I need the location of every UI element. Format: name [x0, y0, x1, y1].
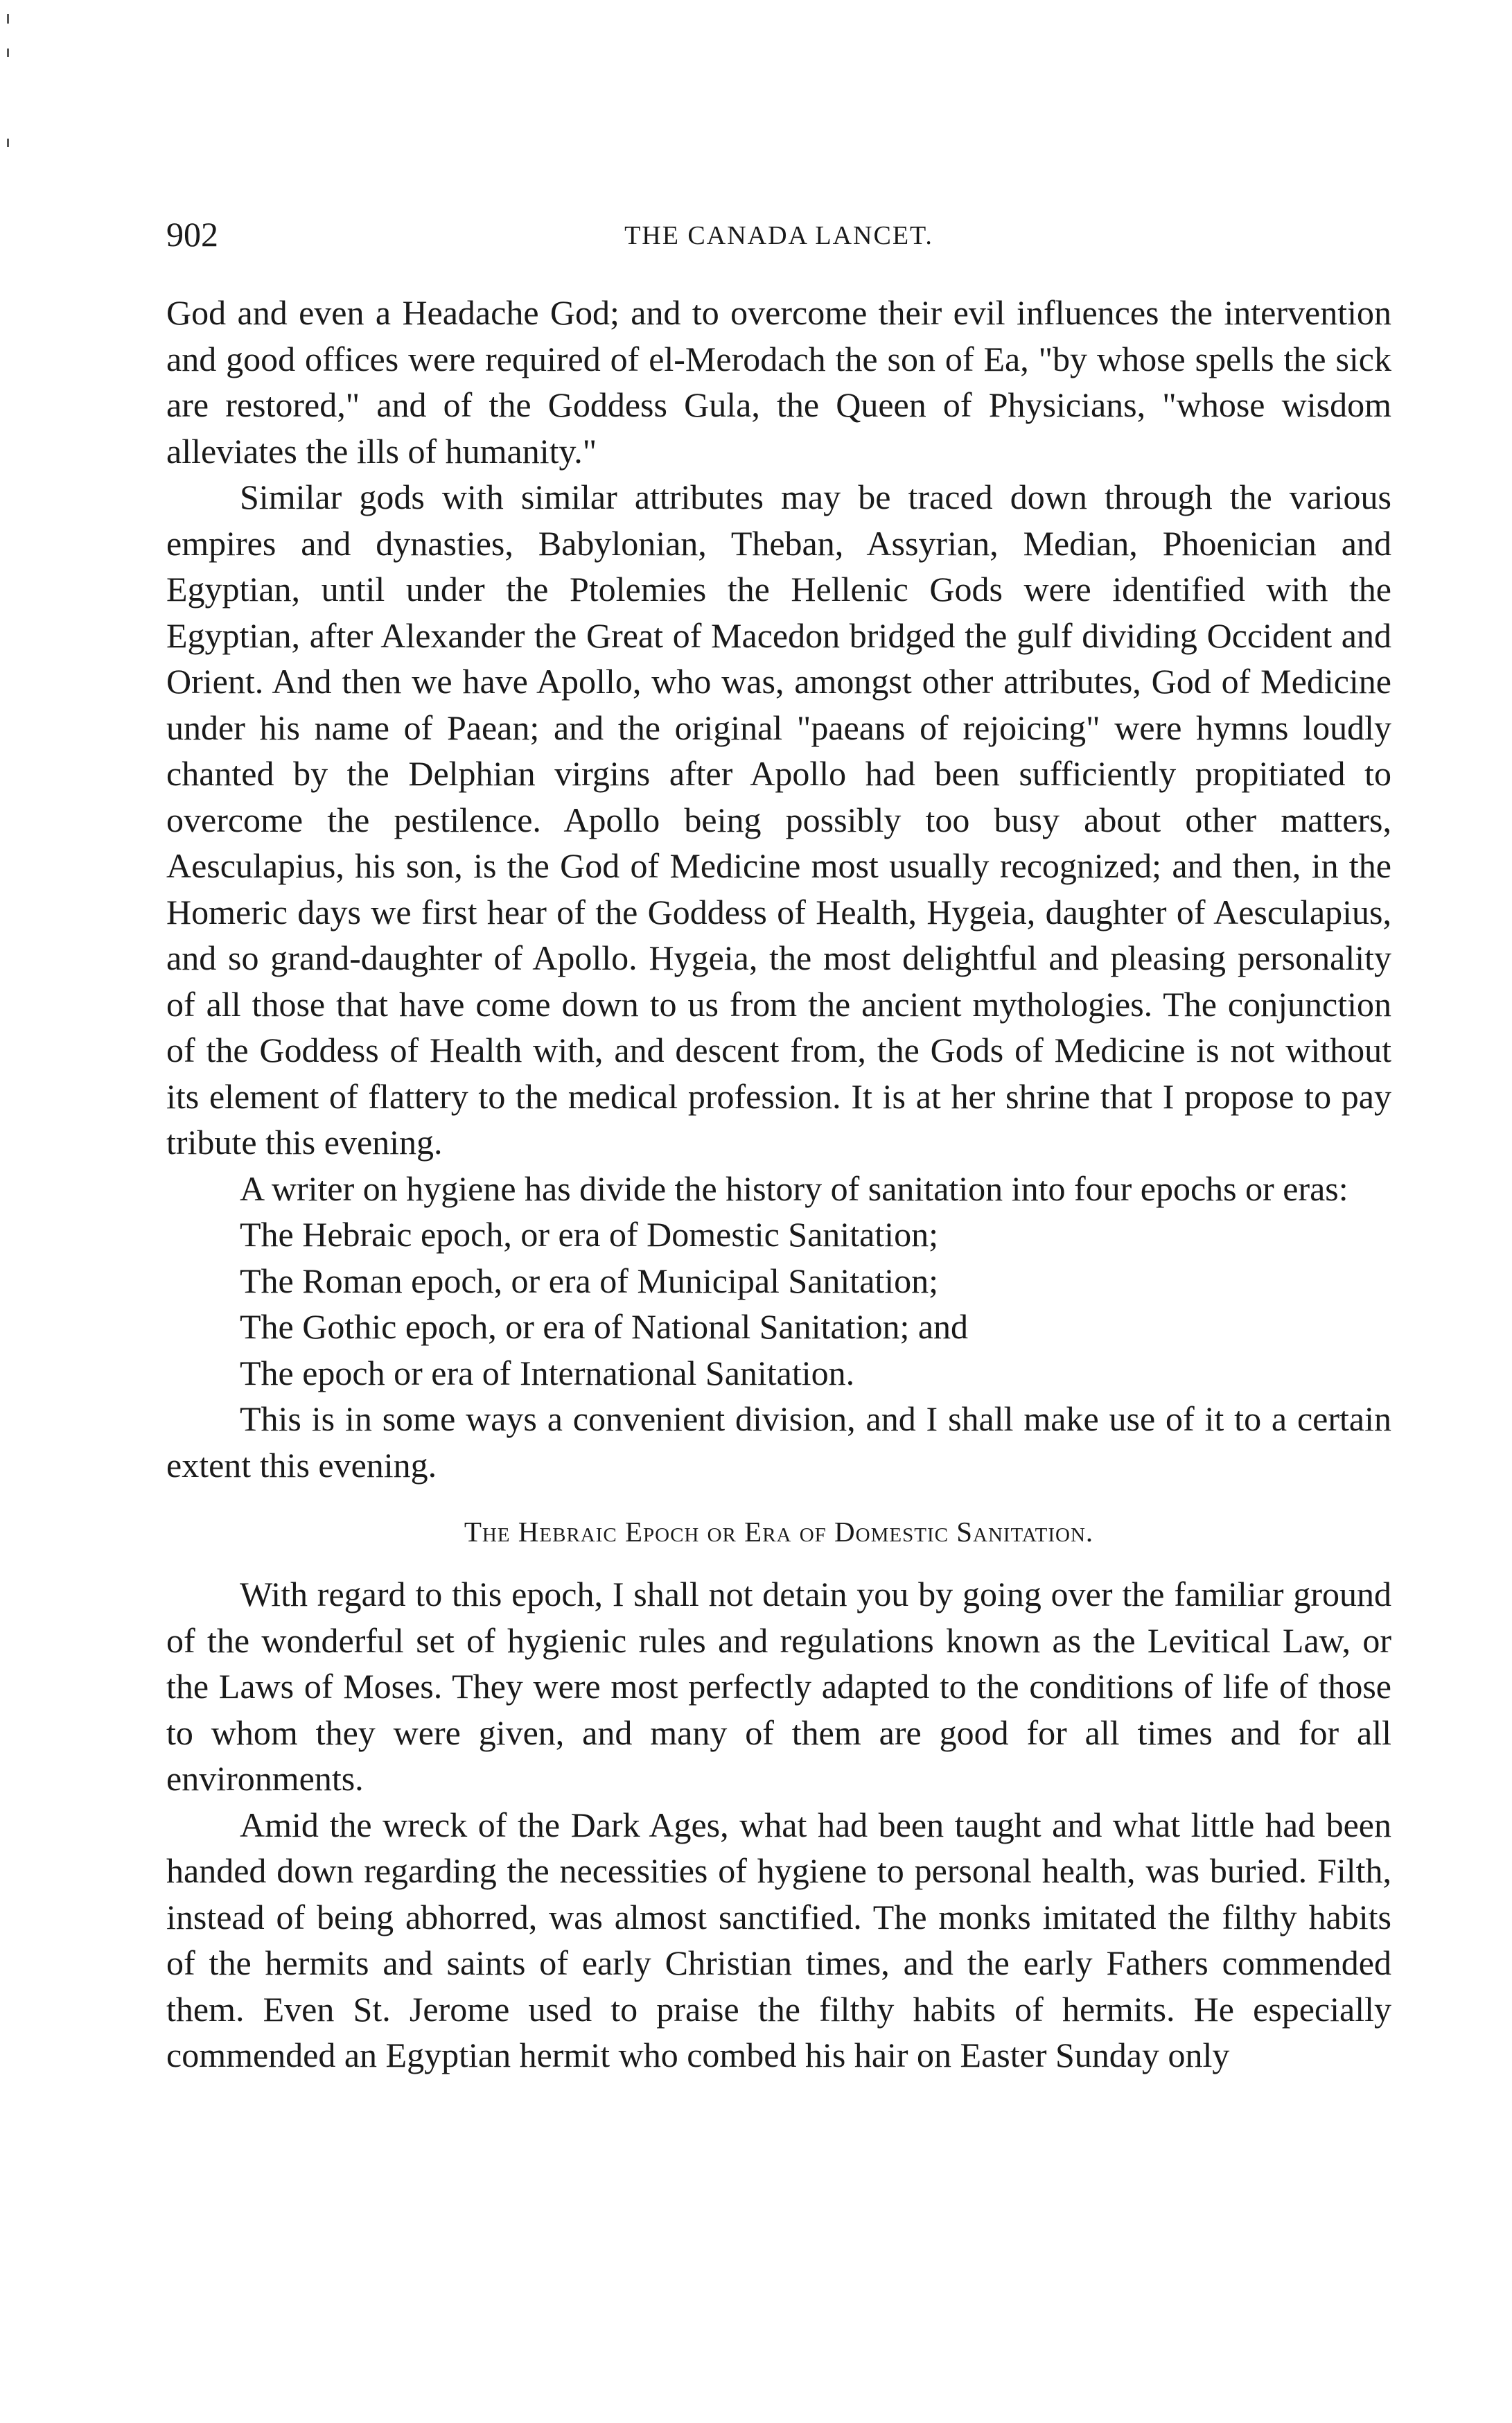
- margin-mark: [7, 14, 9, 24]
- margin-mark: [7, 139, 9, 147]
- epoch-item: The Gothic epoch, or era of National Sanitation; and: [240, 1307, 969, 1346]
- epochs-list: [166, 1212, 1391, 1396]
- page-header: [166, 207, 1391, 262]
- epoch-item: The epoch or era of International Sanitation.: [240, 1353, 855, 1392]
- section-heading: The Hebraic Epoch or Era of Domestic Sanitation.: [464, 1516, 1094, 1548]
- page-number: 902: [166, 215, 218, 254]
- paragraph-2: Similar gods with similar attributes may be traced down through the various empires and dynasties, Babylonian, Theban, Assyrian, Median, Phoenician and Egyptian, until under the Ptolemies the Hellenic Gods were identified with the Egyptian, after Alexander the Great of Macedon bridged the gulf dividing Occident and Orient. And then we have Apollo, who was, amongst other attributes, God of Medicine under his name of Paean; and the original "paeans of rejoicing" were hymns loudly chanted by the Delphian virgins after Apollo had been sufficiently propitiated to overcome the pestilence. Apollo being possibly too busy about other matters, Aesculapius, his son, is the God of Medicine most usually recognized; and then, in the Homeric days we first hear of the Goddess of Health, Hygeia, daughter of Aesculapius, and so grand-daughter of Apollo. Hygeia, the most delightful and pleasing personality of all those that have come down to us from the ancient mythologies. The conjunction of the Goddess of Health with, and descent from, the Gods of Medicine is not without its element of flattery to the medical profession. It is at her shrine that I propose to pay tribute this evening.: [166, 478, 1391, 1162]
- margin-mark: [7, 49, 9, 57]
- epoch-item: The Hebraic epoch, or era of Domestic Sanitation;: [240, 1215, 938, 1254]
- paragraph-6: Amid the wreck of the Dark Ages, what had been taught and what little had been handed down regarding the necessities of hygiene to personal health, was buried. Filth, instead of being abhorred, was almost sanctified. The monks imitated the filthy habits of the hermits and saints of early Christian times, and the early Fathers commended them. Even St. Jerome used to praise the filthy habits of hermits. He especially commended an Egyptian hermit who combed his hair on Easter Sunday only: [166, 1805, 1391, 2074]
- paragraph-1: God and even a Headache God; and to overcome their evil influences the intervention and good offices were required of el-Merodach the son of Ea, "by whose spells the sick are restored," and of the Goddess Gula, the Queen of Physicians, "whose wisdom alleviates the ills of humanity.": [166, 293, 1391, 471]
- running-title: THE CANADA LANCET.: [624, 221, 933, 250]
- paragraph-3: A writer on hygiene has divide the history of sanitation into four epochs or eras:: [240, 1169, 1348, 1208]
- epoch-item: The Roman epoch, or era of Municipal Sanitation;: [240, 1261, 939, 1300]
- paragraph-5: With regard to this epoch, I shall not detain you by going over the familiar ground of the wonderful set of hygienic rules and regulations known as the Levitical Law, or the Laws of Moses. They were most perfectly adapted to the conditions of life of those to whom they were given, and many of them are good for all times and for all environments.: [166, 1575, 1391, 1798]
- article-body: [166, 290, 1391, 2079]
- paragraph-4: This is in some ways a convenient division, and I shall make use of it to a certain extent this evening.: [166, 1399, 1391, 1485]
